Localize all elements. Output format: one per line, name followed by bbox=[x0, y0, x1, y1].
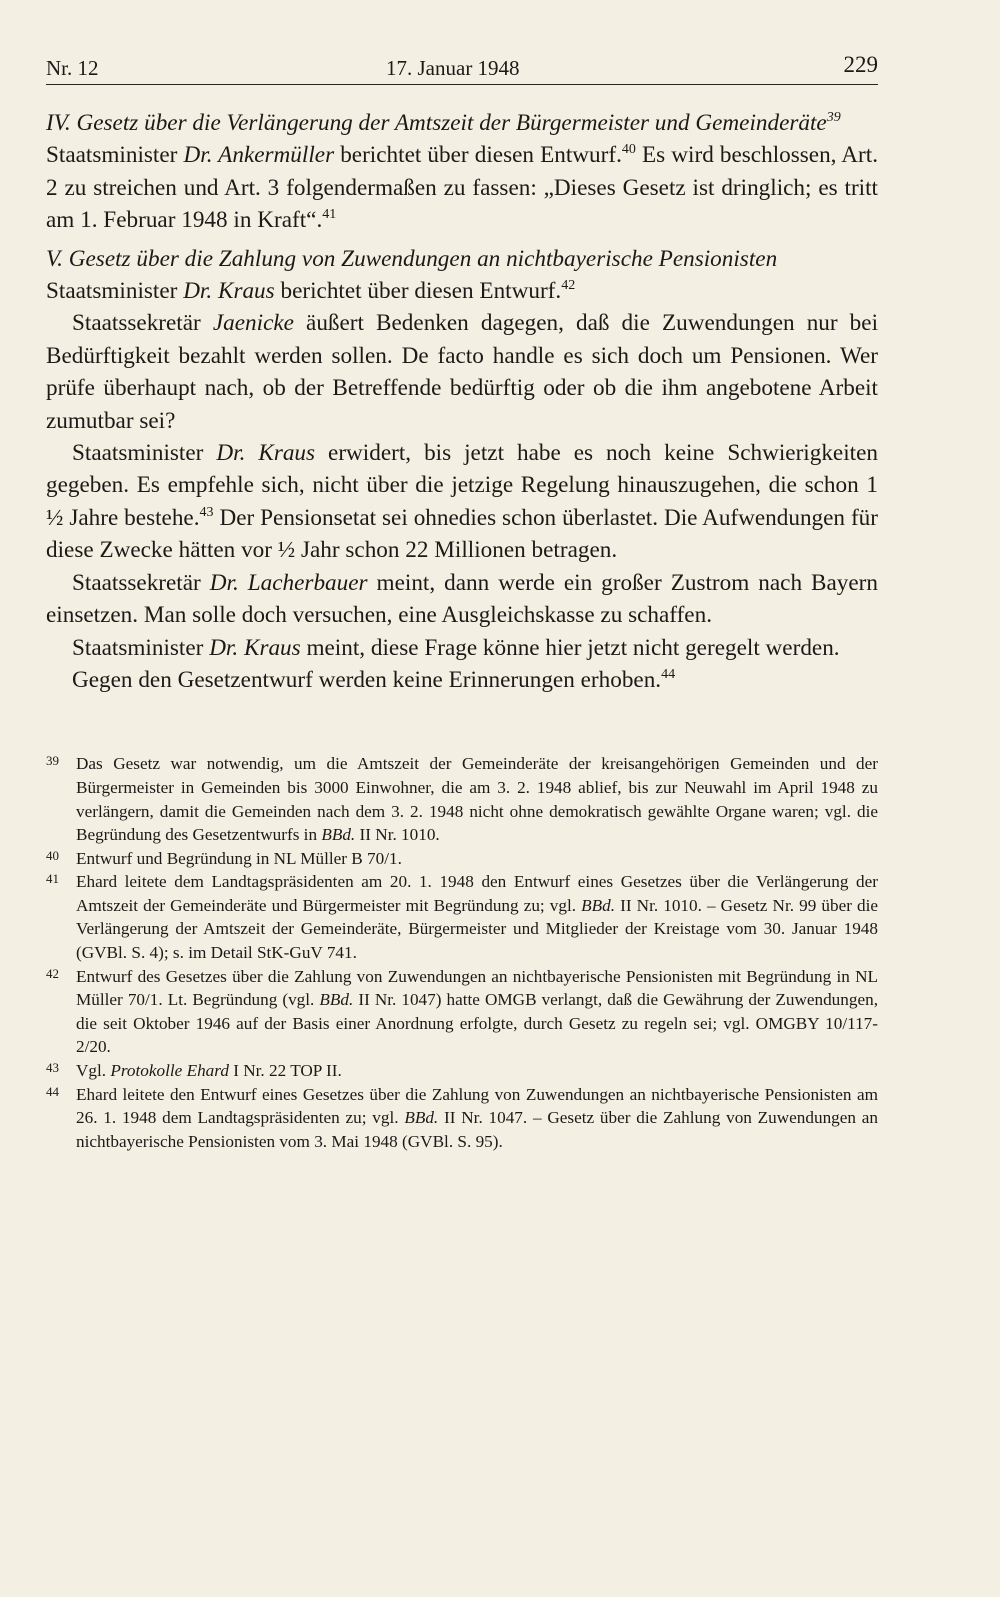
footnote-42: 42 Entwurf des Gesetzes über die Zahlung von Zuwendungen an nichtbayerische Pensionisten mit Begründung in NL Müller 70/1. Lt. Begründung (vgl. BBd. II Nr. 1047) hatte OMGB verlangt, daß die Gewährung der Zuwendungen, die seit Oktober 1946 auf der Basis einer Anordnung erfolgte, durch Gesetz zu regeln sei; vgl. OMGBY 10/117-2/20. bbox=[46, 965, 878, 1059]
session-date: 17. Januar 1948 bbox=[386, 56, 520, 80]
footnote-44: 44 Ehard leitete den Entwurf eines Gesetzes über die Zahlung von Zuwendungen an nichtbayerische Pensionisten am 26. 1. 1948 dem Landtagspräsidenten zu; vgl. BBd. II Nr. 1047. – Gesetz über die Zahlung von Zuwendungen an nichtbayerische Pensionisten vom 3. Mai 1948 (GVBl. S. 95). bbox=[46, 1083, 878, 1154]
paragraph: Staatsminister Dr. Kraus berichtet über diesen Entwurf.$^{42}$ bbox=[46, 278, 576, 305]
footnote-number: 41 bbox=[46, 871, 59, 887]
speaker-name: Dr. Lacherbauer bbox=[209, 569, 368, 596]
footnote-40: 40 Entwurf und Begründung in NL Müller B 70/1. bbox=[46, 847, 878, 871]
footnote-ref-42[interactable]: 42 bbox=[561, 278, 576, 294]
footnote-ref-39[interactable]: 39 bbox=[826, 110, 841, 125]
speaker-name: Dr. Kraus bbox=[183, 278, 275, 305]
footnote-41: 41 Ehard leitete dem Landtagspräsidenten am 20. 1. 1948 den Entwurf eines Gesetzes über die Verlängerung der Amtszeit der Gemeinderäte und Bürgermeister mit Begründung zu; vgl. BBd. II Nr. 1010. – Gesetz Nr. 99 über die Verlängerung der Amtszeit der Gemeinderäte, Bürgermeister und Mitglieder der Kreistage vom 30. Januar 1948 (GVBl. S. 4); s. im Detail StK-GuV 741. bbox=[46, 870, 878, 964]
paragraph: Staatsminister Dr. Ankermüller berichtet über diesen Entwurf.$^{40}$ Es wird beschlossen, Art. 2 zu streichen und Art. 3 folgendermaßen zu fassen: „Dieses Gesetz ist dringlich; es tritt am 1. Februar 1948 in Kraft“.$^{41}$ bbox=[46, 142, 878, 234]
footnotes bbox=[46, 752, 878, 1153]
paragraph: Gegen den Gesetzentwurf werden keine Erinnerungen erhoben.$^{44}$ bbox=[72, 666, 676, 693]
paragraph: Staatssekretär Jaenicke äußert Bedenken dagegen, daß die Zuwendungen nur bei Bedürftigkeit bezahlt werden sollen. De facto handle es sich doch um Pensionen. Wer prüfe überhaupt nach, ob der Betreffende bedürftig oder ob die ihm angebotene Arbeit zumutbar sei? bbox=[46, 310, 879, 434]
footnote-number: 39 bbox=[46, 753, 59, 769]
footnote-43: 43 Vgl. Protokolle Ehard I Nr. 22 TOP II. bbox=[46, 1059, 878, 1083]
footnote-number: 44 bbox=[46, 1083, 59, 1099]
page-number: 229 bbox=[843, 52, 878, 77]
paragraph: Staatsminister Dr. Kraus erwidert, bis jetzt habe es noch keine Schwierigkeiten gegeben. Es empfehle sich, nicht über die jetzige Regelung hinauszugehen, die schon 1 ½ Jahre bestehe.$^{43}$ Der Pensionsetat sei ohnedies schon überlastet. Die Aufwendungen für diese Zwecke hätten vor ½ Jahr schon 22 Millionen betragen. bbox=[46, 440, 878, 564]
speaker-name: Jaenicke bbox=[212, 310, 294, 337]
document-page bbox=[46, 52, 878, 1153]
paragraph: Staatssekretär Dr. Lacherbauer meint, dann werde ein großer Zustrom nach Bayern einsetzen. Man solle doch versuchen, eine Ausgleichskasse zu schaffen. bbox=[46, 569, 878, 629]
footnote-ref-44[interactable]: 44 bbox=[661, 666, 676, 682]
speaker-name: Dr. Kraus bbox=[216, 440, 316, 467]
speaker-name: Dr. Kraus bbox=[209, 634, 301, 661]
section-heading-v: V. Gesetz über die Zahlung von Zuwendungen an nichtbayerische Pensionisten bbox=[46, 245, 778, 272]
running-header bbox=[46, 52, 878, 85]
footnote-number: 40 bbox=[46, 847, 59, 863]
footnote-number: 42 bbox=[46, 965, 59, 981]
main-text bbox=[46, 107, 878, 696]
section-heading-iv: IV. Gesetz über die Verlängerung der Amtszeit der Bürgermeister und Gemeinderäte$^{39}$ bbox=[46, 110, 841, 136]
issue-number: Nr. 12 bbox=[46, 56, 99, 80]
speaker-name: Dr. Ankermüller bbox=[183, 142, 335, 169]
footnote-ref-40[interactable]: 40 bbox=[621, 142, 636, 158]
footnote-ref-41[interactable]: 41 bbox=[322, 207, 337, 223]
footnote-ref-43[interactable]: 43 bbox=[199, 504, 214, 520]
footnote-number: 43 bbox=[46, 1060, 59, 1076]
paragraph: Staatsminister Dr. Kraus meint, diese Frage könne hier jetzt nicht geregelt werden. bbox=[72, 634, 840, 661]
footnote-39: 39 Das Gesetz war notwendig, um die Amtszeit der Gemeinderäte der kreisangehörigen Gemeinden und der Bürgermeister in Gemeinden bis 3000 Einwohner, die am 3. 2. 1948 ablief, bis zur Neuwahl im April 1948 zu verlängern, damit die Gemeinden nach dem 3. 2. 1948 nicht ohne demokratisch gewählte Organe waren; vgl. die Begründung des Gesetzentwurfs in BBd. II Nr. 1010. bbox=[46, 752, 878, 846]
